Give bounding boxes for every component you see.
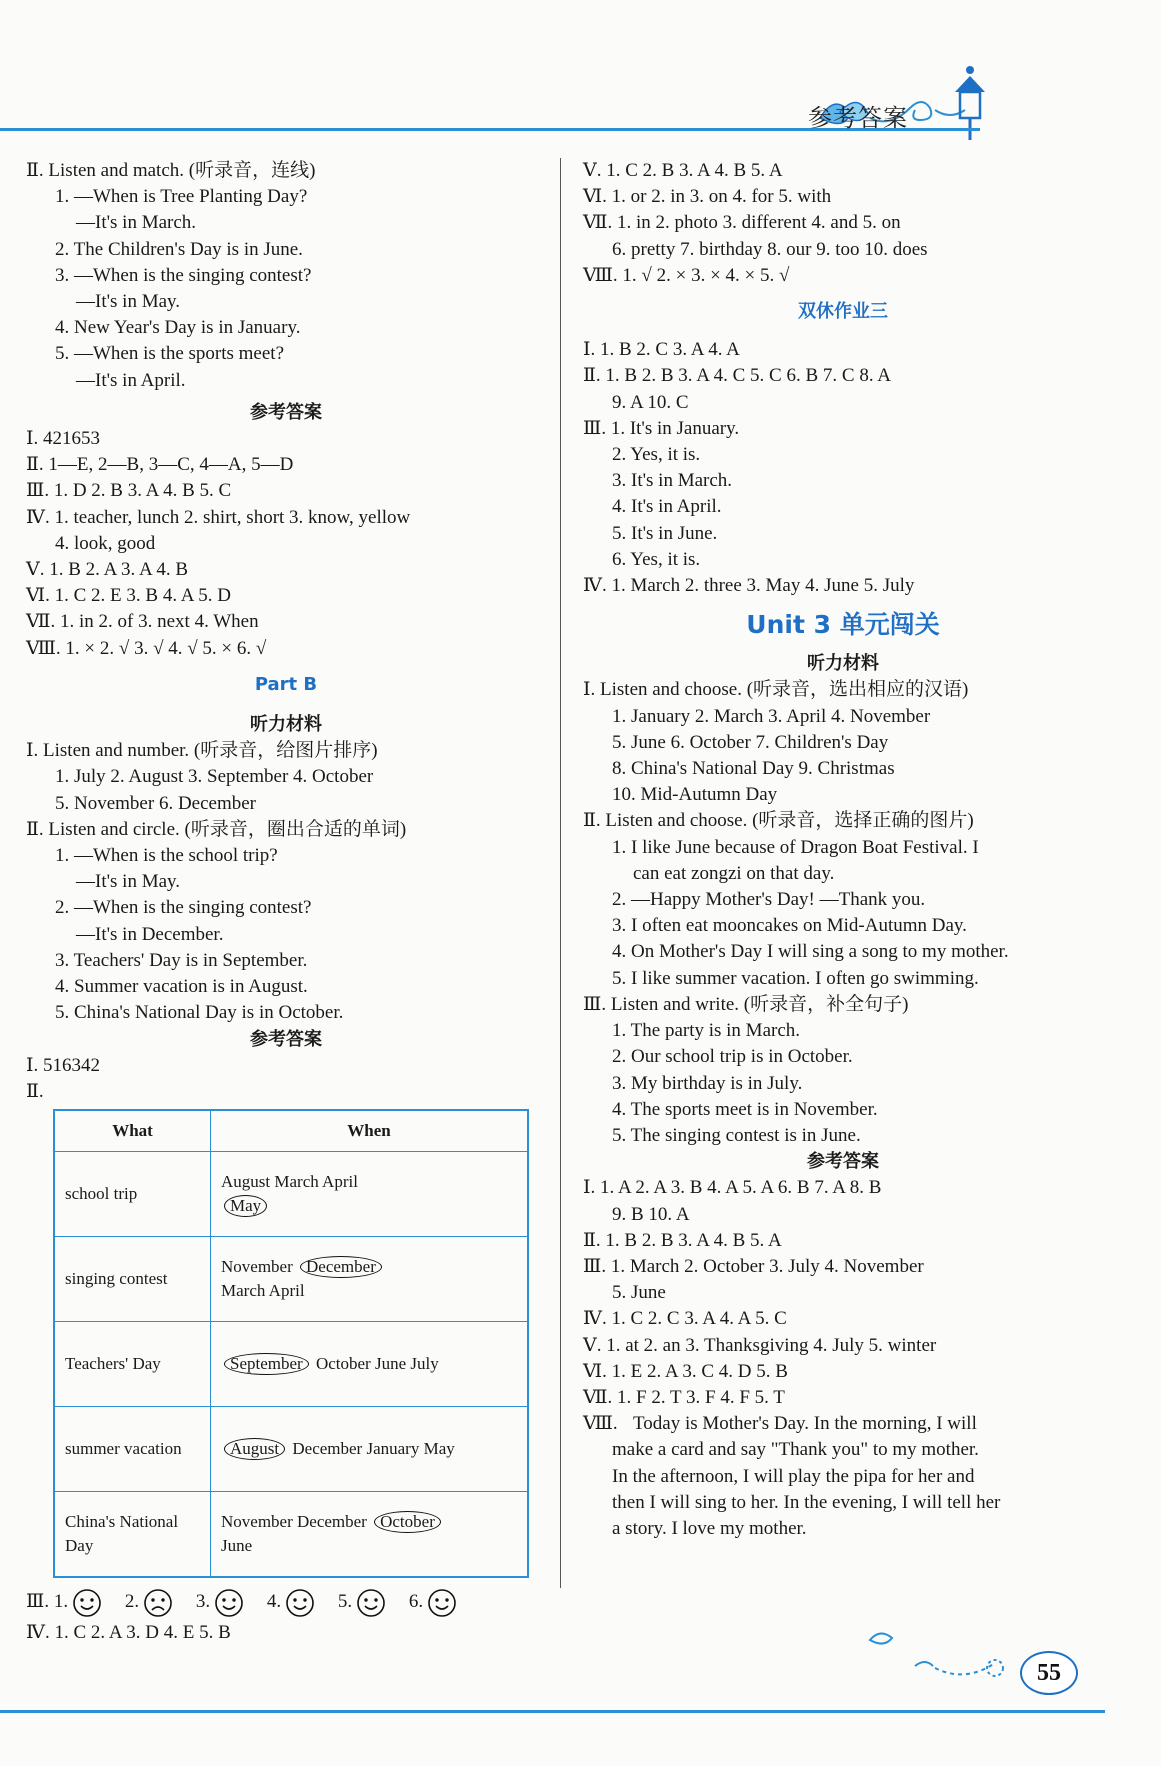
section-heading: Ⅰ. Listen and number. (听录音，给图片排序) xyxy=(26,740,378,762)
answers-heading: 参考答案 xyxy=(250,401,322,423)
circled-answer: September xyxy=(224,1353,309,1375)
list-item: 2. —When is the singing contest? xyxy=(55,897,312,919)
answer-line: 3. It's in March. xyxy=(612,470,733,492)
listening-heading: 听力材料 xyxy=(250,714,322,736)
happy-face-icon xyxy=(214,1588,244,1618)
table-cell-what: Teachers' Day xyxy=(54,1322,211,1407)
list-item: 3. Teachers' Day is in September. xyxy=(55,949,308,971)
list-item: 5. I like summer vacation. I often go swimming. xyxy=(612,967,979,989)
list-item: 2. —Happy Mother's Day! —Thank you. xyxy=(612,889,926,911)
table-cell-what: China's National Day xyxy=(54,1492,211,1578)
answer-line: 4. look, good xyxy=(55,532,156,554)
list-item: 4. New Year's Day is in January. xyxy=(55,317,301,339)
table-row xyxy=(54,1492,528,1578)
answer-line: Ⅶ. 1. in 2. of 3. next 4. When xyxy=(26,611,259,633)
option-text: November December xyxy=(221,1512,367,1532)
answer-line: Ⅷ. 1. √ 2. × 3. × 4. × 5. √ xyxy=(583,264,790,286)
answer-line: Ⅴ. 1. at 2. an 3. Thanksgiving 4. July 5. winter xyxy=(583,1334,937,1356)
circled-answer: May xyxy=(224,1195,267,1217)
option-text: November xyxy=(221,1257,293,1277)
answer-number: 5. xyxy=(333,1591,353,1613)
option-text: October June July xyxy=(315,1354,439,1374)
part-b-title: Part B xyxy=(254,673,318,695)
answer-line: Ⅱ. 1—E, 2—B, 3—C, 4—A, 5—D xyxy=(26,454,294,476)
essay-line: a story. I love my mother. xyxy=(612,1517,807,1539)
answer-line: Ⅱ. 1. B 2. B 3. A 4. B 5. A xyxy=(583,1229,782,1251)
list-item: —It's in December. xyxy=(76,923,224,945)
happy-face-icon xyxy=(356,1588,386,1618)
answer-number: 4. xyxy=(262,1591,282,1613)
option-text: March April xyxy=(221,1281,305,1301)
option-text: December January May xyxy=(292,1439,455,1459)
answer-line: Ⅴ. 1. C 2. B 3. A 4. B 5. A xyxy=(583,160,783,181)
list-item: 1. July 2. August 3. September 4. October xyxy=(55,766,374,788)
answer-number: 3. xyxy=(191,1591,211,1613)
section-heading: Ⅰ. Listen and choose. (听录音，选出相应的汉语) xyxy=(583,679,969,701)
answer-line: 2. Yes, it is. xyxy=(612,444,701,466)
essay-block xyxy=(583,1411,1103,1542)
column-divider xyxy=(560,158,561,1588)
answer-line: 6. Yes, it is. xyxy=(612,548,701,570)
answer-line: 6. pretty 7. birthday 8. our 9. too 10. does xyxy=(612,238,928,260)
answer-line: Ⅰ. 516342 xyxy=(26,1054,101,1076)
list-item: —It's in April. xyxy=(76,369,186,391)
list-item: —It's in May. xyxy=(76,871,181,893)
answer-line: Ⅲ. 1. March 2. October 3. July 4. November xyxy=(583,1255,924,1277)
answer-line: Ⅲ. 1. D 2. B 3. A 4. B 5. C xyxy=(26,480,232,502)
section-heading: Ⅱ. Listen and choose. (听录音，选择正确的图片) xyxy=(583,810,974,832)
footer-rule xyxy=(0,1710,1105,1713)
happy-face-icon xyxy=(72,1588,102,1618)
answer-line: Ⅴ. 1. B 2. A 3. A 4. B xyxy=(26,559,189,581)
weekend-homework-title: 双休作业三 xyxy=(798,301,888,323)
what-when-table xyxy=(53,1109,529,1578)
list-item: 4. The sports meet is in November. xyxy=(612,1098,878,1120)
table-cell-when xyxy=(211,1152,529,1237)
answer-line: Ⅰ. 1. A 2. A 3. B 4. A 5. A 6. B 7. A 8. B xyxy=(583,1177,882,1199)
circled-answer: December xyxy=(300,1256,382,1278)
list-item: 1. —When is Tree Planting Day? xyxy=(55,186,308,208)
smiley-list xyxy=(54,1591,475,1612)
list-item: 5. The singing contest is in June. xyxy=(612,1124,861,1146)
list-item: 3. My birthday is in July. xyxy=(612,1072,803,1094)
essay-line: make a card and say "Thank you" to my mother. xyxy=(612,1439,979,1461)
list-item: 3. —When is the singing contest? xyxy=(55,264,312,286)
essay-line: then I will sing to her. In the evening, I will tell her xyxy=(612,1491,1001,1513)
list-item: 5. —When is the sports meet? xyxy=(55,343,285,365)
answer-line: Ⅳ. 1. March 2. three 3. May 4. June 5. July xyxy=(583,575,915,597)
table-cell-what: singing contest xyxy=(54,1237,211,1322)
answer-line: 9. A 10. C xyxy=(612,391,689,413)
answer-line: Ⅰ. 421653 xyxy=(26,428,101,450)
answer-line: Ⅲ. 1. It's in January. xyxy=(583,417,740,439)
table-row xyxy=(54,1407,528,1492)
table-cell-what: summer vacation xyxy=(54,1407,211,1492)
table-header-what: What xyxy=(54,1110,211,1152)
list-item: 4. On Mother's Day I will sing a song to my mother. xyxy=(612,941,1009,963)
smiley-answers xyxy=(26,1584,546,1620)
answer-line: 5. June xyxy=(612,1282,666,1304)
answer-line: Ⅱ. 1. B 2. B 3. A 4. C 5. C 6. B 7. C 8. A xyxy=(583,365,891,387)
page-number: 55 xyxy=(1020,1651,1078,1695)
table-header-row xyxy=(54,1110,528,1152)
answer-line: Ⅵ. 1. E 2. A 3. C 4. D 5. B xyxy=(583,1360,788,1382)
list-item: 4. Summer vacation is in August. xyxy=(55,976,308,998)
list-item: 5. China's National Day is in October. xyxy=(55,1002,344,1024)
table-row xyxy=(54,1237,528,1322)
answer-line: Ⅵ. 1. or 2. in 3. on 4. for 5. with xyxy=(583,186,832,208)
list-item: 5. November 6. December xyxy=(55,792,257,814)
answer-number: 2. xyxy=(120,1591,140,1613)
table-cell-when xyxy=(211,1492,529,1578)
list-item: 1. January 2. March 3. April 4. November xyxy=(612,705,931,727)
table-cell-when xyxy=(211,1407,529,1492)
answer-label: Ⅷ. xyxy=(583,1413,618,1435)
answer-line: Ⅳ. 1. teacher, lunch 2. shirt, short 3. know, yellow xyxy=(26,506,411,528)
answer-line: Ⅷ. 1. × 2. √ 3. √ 4. √ 5. × 6. √ xyxy=(26,637,267,659)
table-cell-when xyxy=(211,1322,529,1407)
table-cell-what: school trip xyxy=(54,1152,211,1237)
answer-line: Ⅵ. 1. C 2. E 3. B 4. A 5. D xyxy=(26,585,231,607)
answer-line: 9. B 10. A xyxy=(612,1203,690,1225)
list-item: 1. —When is the school trip? xyxy=(55,845,278,867)
listening-heading: 听力材料 xyxy=(807,653,879,675)
happy-face-icon xyxy=(427,1588,457,1618)
right-column xyxy=(583,158,1103,1542)
page-title: 参考答案 xyxy=(808,104,908,132)
list-item: 5. June 6. October 7. Children's Day xyxy=(612,731,889,753)
section-heading: Ⅲ. Listen and write. (听录音，补全句子) xyxy=(583,993,909,1015)
list-item: 1. I like June because of Dragon Boat Festival. I xyxy=(612,836,979,858)
list-item: 3. I often eat mooncakes on Mid-Autumn Day. xyxy=(612,915,967,937)
answer-line: Ⅳ. 1. C 2. A 3. D 4. E 5. B xyxy=(26,1622,231,1644)
list-item: 1. The party is in March. xyxy=(612,1020,801,1042)
answer-label: Ⅲ. xyxy=(26,1591,50,1613)
answer-line: 4. It's in April. xyxy=(612,496,722,518)
list-item: 2. Our school trip is in October. xyxy=(612,1046,853,1068)
answers-heading: 参考答案 xyxy=(807,1151,879,1173)
essay-line: Today is Mother's Day. In the morning, I will xyxy=(633,1413,977,1435)
section-heading: Ⅱ. Listen and match. (听录音，连线) xyxy=(26,160,316,181)
list-item: —It's in March. xyxy=(76,212,197,234)
answers-heading: 参考答案 xyxy=(250,1028,322,1050)
answer-number: 6. xyxy=(404,1591,424,1613)
table-header-when: When xyxy=(211,1110,529,1152)
unit-title: Unit 3 单元闯关 xyxy=(746,610,940,640)
essay-line: In the afternoon, I will play the pipa for her and xyxy=(612,1465,975,1487)
answer-line: Ⅰ. 1. B 2. C 3. A 4. A xyxy=(583,339,740,361)
page-header xyxy=(0,0,1161,150)
circled-answer: August xyxy=(224,1438,285,1460)
list-item: can eat zongzi on that day. xyxy=(633,862,835,884)
table-cell-when xyxy=(211,1237,529,1322)
left-column xyxy=(26,158,546,1646)
answer-number: 1. xyxy=(53,1591,69,1613)
table-row xyxy=(54,1152,528,1237)
option-text: June xyxy=(221,1536,253,1556)
list-item: 10. Mid-Autumn Day xyxy=(612,784,778,806)
option-text: August March April xyxy=(221,1172,358,1192)
table-row xyxy=(54,1322,528,1407)
answer-line: 5. It's in June. xyxy=(612,522,718,544)
sad-face-icon xyxy=(143,1588,173,1618)
answer-line: Ⅱ. xyxy=(26,1080,44,1102)
list-item: 2. The Children's Day is in June. xyxy=(55,238,303,260)
answer-line: Ⅶ. 1. in 2. photo 3. different 4. and 5. on xyxy=(583,212,901,234)
answer-line: Ⅶ. 1. F 2. T 3. F 4. F 5. T xyxy=(583,1386,785,1408)
list-item: 8. China's National Day 9. Christmas xyxy=(612,758,895,780)
section-heading: Ⅱ. Listen and circle. (听录音，圈出合适的单词) xyxy=(26,818,407,840)
list-item: —It's in May. xyxy=(76,291,181,313)
answer-line: Ⅳ. 1. C 2. C 3. A 4. A 5. C xyxy=(583,1308,787,1330)
happy-face-icon xyxy=(285,1588,315,1618)
circled-answer: October xyxy=(374,1511,441,1533)
